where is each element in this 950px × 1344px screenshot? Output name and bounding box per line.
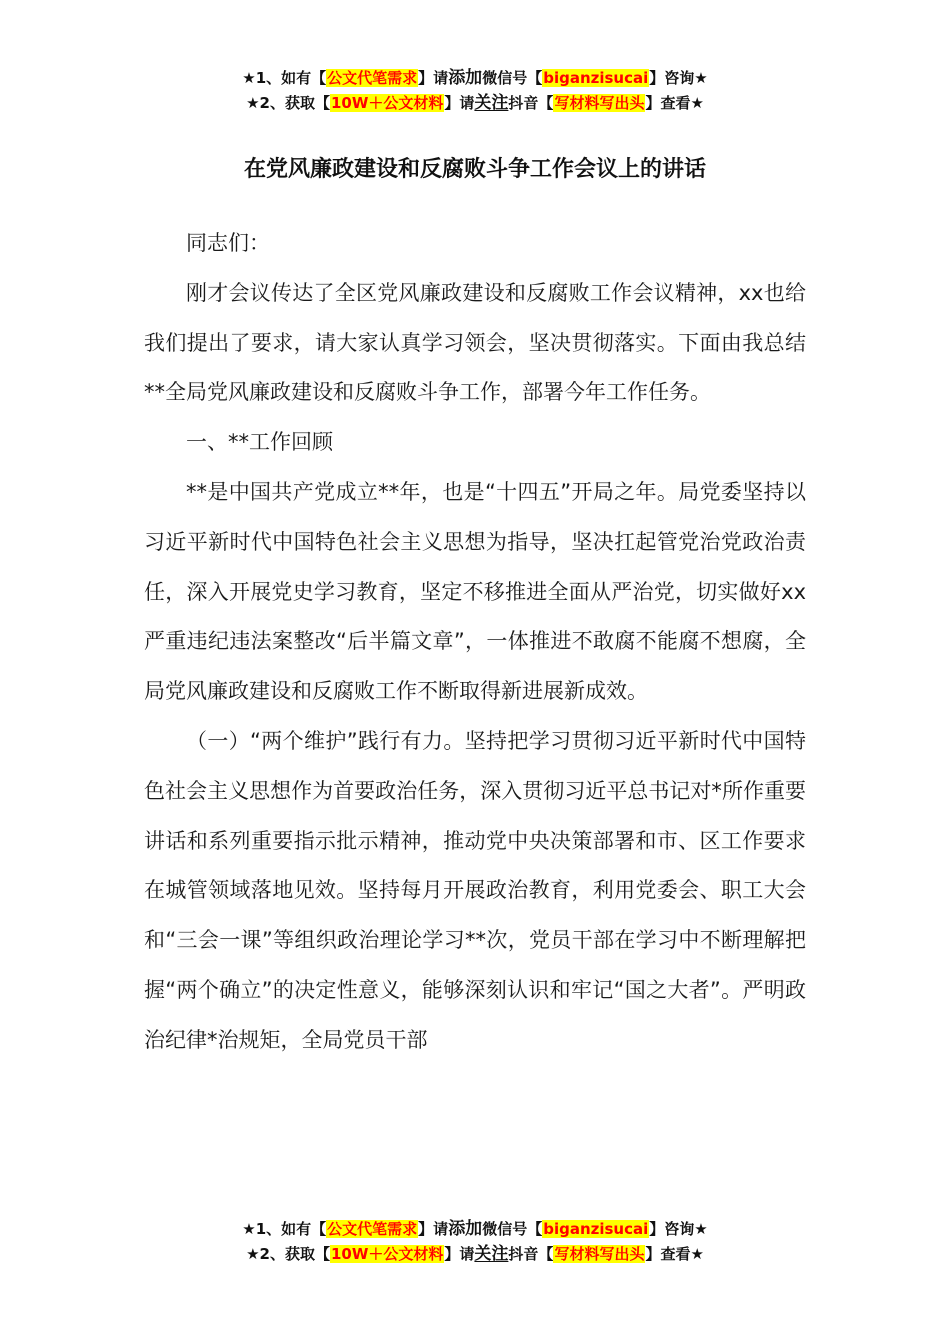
footer-banner-line-2 [0,1242,950,1267]
footer-line1-prefix: ★1、如有【 [242,1220,327,1238]
review-paragraph: **是中国共产党成立**年，也是“十四五”开局之年。局党委坚持以习近平新时代中国特色社会主义思想为指导，坚决扛起管党治党政治责任，深入开展党史学习教育，坚定不移推进全面从严治党，切实做好xx严重违纪违法案整改“后半篇文章”，一体推进不敢腐不能腐不想腐，全局党风廉政建设和反腐败工作不断取得新进展新成效。 [144,479,806,704]
footer-line2-emphasis: 关注 [474,1244,509,1264]
banner-highlight-service: 公文代笔需求 [327,69,418,87]
footer-line2-suffix: 】查看★ [645,1245,704,1263]
intro-paragraph: 刚才会议传达了全区党风廉政建设和反腐败工作会议精神，xx也给我们提出了要求，请大家认真学习领会，坚决贯彻落实。下面由我总结**全局党风廉政建设和反腐败斗争工作，部署今年工作任务。 [144,280,806,405]
banner-line1-mid2: 微信号【 [482,69,543,87]
header-banner [0,66,950,116]
document-title: 在党风廉政建设和反腐败斗争工作会议上的讲话 [243,157,706,182]
banner-line2-mid2: 抖音【 [508,94,554,112]
footer-line2-prefix: ★2、获取【 [246,1245,330,1263]
banner-line2-suffix: 】查看★ [645,94,704,112]
banner-line1-emphasis: 添加 [448,68,483,88]
banner-line1-suffix: 】咨询★ [649,69,708,87]
banner-line2-mid1: 】请 [444,94,475,112]
footer-line2-mid2: 抖音【 [508,1245,554,1263]
footer-highlight-service: 公文代笔需求 [327,1220,418,1238]
footer-line2-mid1: 】请 [444,1245,475,1263]
subsection-paragraph: （一）“两个维护”践行有力。坚持把学习贯彻习近平新时代中国特色社会主义思想作为首要政治任务，深入贯彻习近平总书记对*所作重要讲话和系列重要指示批示精神，推动党中央决策部署和市、区工作要求在城管领域落地见效。坚持每月开展政治教育，利用党委会、职工大会和“三会一课”等组织政治理论学习**次，党员干部在学习中不断理解把握“两个确立”的决定性意义，能够深刻认识和牢记“国之大者”。严明政治纪律*治规矩，全局党员干部 [144,728,806,1052]
footer-highlight-materials: 10W＋公文材料 [330,1245,444,1263]
footer-line1-suffix: 】咨询★ [649,1220,708,1238]
footer-line1-mid2: 微信号【 [482,1220,543,1238]
footer-banner-line-1 [0,1217,950,1242]
banner-line2-prefix: ★2、获取【 [246,94,330,112]
banner-line-1 [0,66,950,91]
banner-highlight-wechat-id: biganzisucai [543,69,649,87]
footer-line1-emphasis: 添加 [448,1219,483,1239]
footer-line1-mid1: 】请 [418,1220,449,1238]
footer-highlight-douyin-account: 写材料写出头 [554,1245,645,1263]
banner-line-2 [0,91,950,116]
banner-line1-mid1: 】请 [418,69,449,87]
salutation-paragraph: 同志们： [186,231,270,255]
document-body [144,219,806,1066]
banner-highlight-materials: 10W＋公文材料 [330,94,444,112]
banner-line2-emphasis: 关注 [474,93,509,113]
banner-highlight-douyin-account: 写材料写出头 [554,94,645,112]
footer-highlight-wechat-id: biganzisucai [543,1220,649,1238]
banner-line1-prefix: ★1、如有【 [242,69,327,87]
footer-banner [0,1217,950,1267]
section-heading: 一、**工作回顾 [186,430,333,455]
